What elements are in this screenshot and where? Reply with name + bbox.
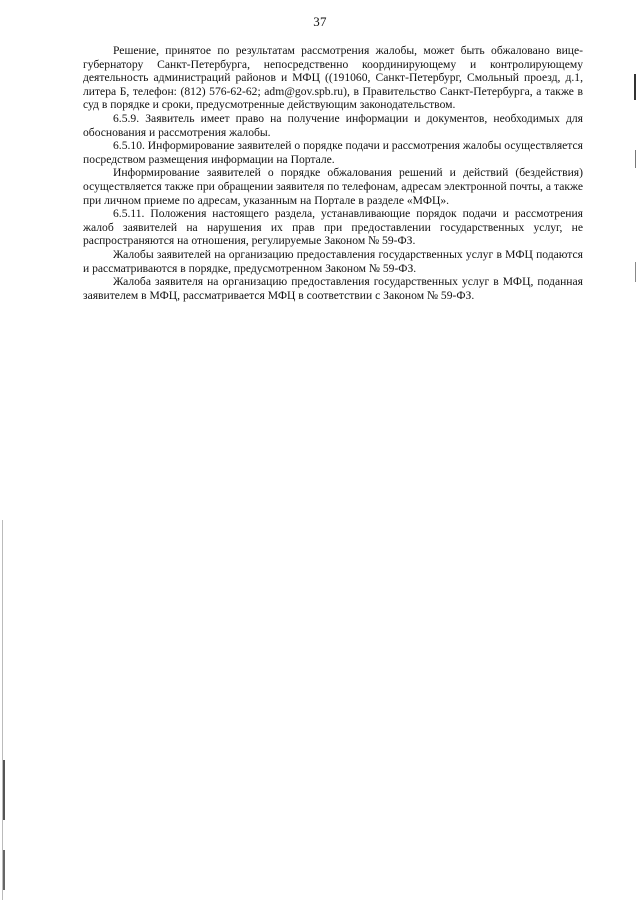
document-body <box>83 44 583 302</box>
page-number: 37 <box>313 14 327 29</box>
paragraph-complaints-mfc: Жалобы заявителей на организацию предоставления государственных услуг в МФЦ подаются и рассматриваются в порядке, предусмотренном Законом № 59-ФЗ. <box>83 247 583 275</box>
scan-edge-mark <box>635 262 636 282</box>
paragraph-6-5-11: 6.5.11. Положения настоящего раздела, устанавливающие порядок подачи и рассмотрения жалоб заявителей на нарушения их прав при предоставлении государственных услуг, не распространяются на отношения, регулируемые Законом № 59-ФЗ. <box>83 207 583 248</box>
paragraph-appeal-decision: Решение, принятое по результатам рассмотрения жалобы, может быть обжаловано вице-губернатору Санкт-Петербурга, непосредственно координирующему и контролирующему деятельность администраций районов и МФЦ ((191060, Санкт-Петербург, Смольный проезд, д.1, литера Б, телефон: (812) 576-62-62; adm@gov.spb.ru), в Правительство Санкт-Петербурга, а также в суд в порядке и сроки, предусмотренные действующим законодательством. <box>83 44 583 112</box>
paragraph-informing-appeal: Информирование заявителей о порядке обжалования решений и действий (бездействия) осуществляется также при обращении заявителя по телефонам, адресам электронной почты, а также при личном приеме по адресам, указанным на Портале в разделе «МФЦ». <box>83 166 583 207</box>
paragraph-6-5-10: 6.5.10. Информирование заявителей о порядке подачи и рассмотрения жалобы осуществляется посредством размещения информации на Портале. <box>83 139 583 166</box>
scan-edge-mark <box>634 74 636 100</box>
scan-edge-mark <box>3 760 5 820</box>
scan-edge-mark <box>635 150 636 168</box>
paragraph-6-5-9: 6.5.9. Заявитель имеет право на получение информации и документов, необходимых для обоснования и рассмотрения жалобы. <box>83 111 583 139</box>
scan-edge-mark <box>2 520 3 900</box>
scan-edge-mark <box>3 850 5 890</box>
paragraph-complaint-review: Жалоба заявителя на организацию предоставления государственных услуг в МФЦ, поданная заявителем в МФЦ, рассматривается МФЦ в соответствии с Законом № 59-ФЗ. <box>83 275 583 302</box>
